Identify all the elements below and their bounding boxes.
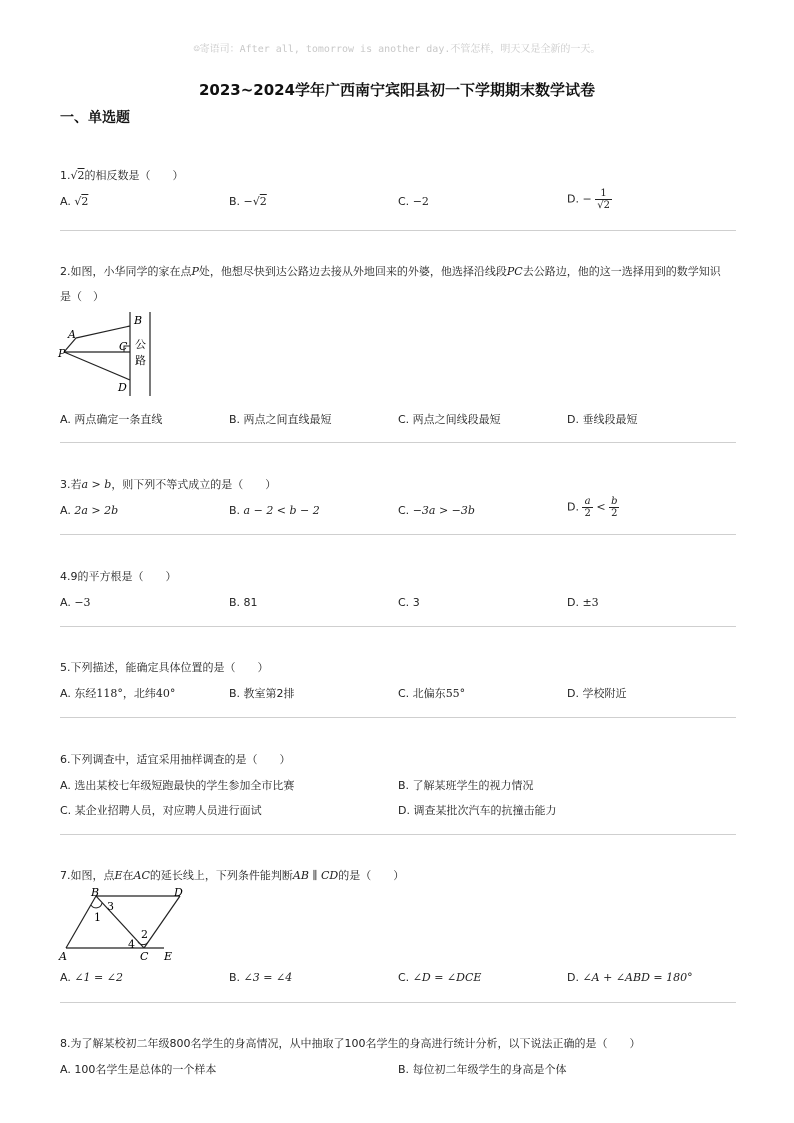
question-6-option-b[interactable]: B. 了解某班学生的视力情况 (398, 779, 534, 792)
section-heading: 一、单选题 (60, 110, 130, 126)
label-d: D (118, 381, 127, 394)
header-note: ☺寄语司：After all, tomorrow is another day.不管怎样，明天又是全新的一天。 (193, 44, 601, 55)
question-2-option-c[interactable]: C. 两点之间线段最短 (398, 413, 501, 426)
question-1-option-c[interactable]: C. −2 (398, 195, 429, 208)
angle-label-2: 2 (141, 928, 148, 941)
question-3-stem: 3.若a > b，则下列不等式成立的是（ ） (60, 478, 277, 491)
question-3-option-b[interactable]: B. a − 2 < b − 2 (229, 504, 320, 517)
question-5-option-c[interactable]: C. 北偏东55° (398, 687, 466, 700)
angle-label-4: 4 (128, 938, 135, 951)
question-3-option-c[interactable]: C. −3a > −3b (398, 504, 475, 517)
question-8-option-a[interactable]: A. 100名学生是总体的一个样本 (60, 1063, 217, 1076)
road-label-2: 路 (135, 354, 146, 367)
label-a: A (59, 950, 67, 962)
question-4-option-a[interactable]: A. −3 (60, 596, 91, 609)
label-c: C (140, 950, 149, 962)
divider (60, 717, 736, 718)
divider (60, 1002, 736, 1003)
label-d: D (174, 886, 183, 899)
question-4-stem: 4.9的平方根是（ ） (60, 570, 177, 583)
question-7-figure (56, 886, 186, 962)
question-5-option-a[interactable]: A. 东经118°，北纬40° (60, 687, 176, 700)
label-a: A (68, 328, 76, 341)
question-2-option-a[interactable]: A. 两点确定一条直线 (60, 413, 163, 426)
question-7-option-d[interactable]: D. ∠A + ∠ABD = 180° (567, 971, 693, 984)
divider (60, 230, 736, 231)
label-b: B (134, 314, 143, 327)
road-label-1: 公 (135, 338, 146, 351)
divider (60, 442, 736, 443)
divider (60, 534, 736, 535)
question-5-option-d[interactable]: D. 学校附近 (567, 687, 627, 700)
angle-label-1: 1 (94, 911, 101, 924)
question-1-option-b[interactable]: B. −√2 (229, 195, 267, 208)
label-b: B (91, 886, 100, 899)
question-6-option-a[interactable]: A. 选出某校七年级短跑最快的学生参加全市比赛 (60, 779, 295, 792)
question-7-stem: 7.如图，点E在AC的延长线上，下列条件能判断AB ∥ CD的是（ ） (60, 869, 405, 882)
question-3-option-d[interactable]: D. $\frac{a}{2}$ < $\frac{b}{2}$ (567, 496, 618, 519)
label-c: C (119, 340, 128, 353)
question-8-stem: 8.为了解某校初二年级800名学生的身高情况，从中抽取了100名学生的身高进行统计分析，以下说法正确的是（ ） (60, 1037, 641, 1050)
divider (60, 834, 736, 835)
page-title: 2023~2024学年广西南宁宾阳县初一下学期期末数学试卷 (198, 81, 596, 99)
question-7-option-c[interactable]: C. ∠D = ∠DCE (398, 971, 482, 984)
sqrt-expression: √2 (70, 169, 85, 182)
question-6-stem: 6.下列调查中，适宜采用抽样调查的是（ ） (60, 753, 291, 766)
question-7-option-a[interactable]: A. ∠1 = ∠2 (60, 971, 123, 984)
question-1-stem: 1.√2的相反数是（ ） (60, 169, 184, 182)
question-5-option-b[interactable]: B. 教室第2排 (229, 687, 295, 700)
question-6-option-d[interactable]: D. 调查某批次汽车的抗撞击能力 (398, 804, 557, 817)
question-3-option-a[interactable]: A. 2a > 2b (60, 504, 119, 517)
angle-label-3: 3 (107, 900, 114, 913)
question-1-option-d[interactable]: D. − $\frac{1}{√2}$ (567, 188, 610, 211)
question-2-option-b[interactable]: B. 两点之间直线最短 (229, 413, 332, 426)
question-8-option-b[interactable]: B. 每位初二年级学生的身高是个体 (398, 1063, 567, 1076)
question-5-stem: 5.下列描述，能确定具体位置的是（ ） (60, 661, 269, 674)
question-2-stem: 2.如图，小华同学的家在点P处，他想尽快到达公路边去接从外地回来的外婆，他选择沿线段PC去公路边，他的这一选择用到的数学知识 (60, 265, 721, 278)
question-4-option-b[interactable]: B. 81 (229, 596, 258, 609)
question-6-option-c[interactable]: C. 某企业招聘人员，对应聘人员进行面试 (60, 804, 262, 817)
label-e: E (164, 950, 173, 962)
question-1-option-a[interactable]: A. √2 (60, 195, 89, 208)
question-4-option-d[interactable]: D. ±3 (567, 596, 599, 609)
question-7-option-b[interactable]: B. ∠3 = ∠4 (229, 971, 293, 984)
question-2-figure (56, 308, 166, 400)
divider (60, 626, 736, 627)
question-4-option-c[interactable]: C. 3 (398, 596, 420, 609)
question-2-stem-line2: 是（ ） (60, 290, 104, 303)
question-2-option-d[interactable]: D. 垂线段最短 (567, 413, 638, 426)
label-p: P (58, 347, 66, 360)
